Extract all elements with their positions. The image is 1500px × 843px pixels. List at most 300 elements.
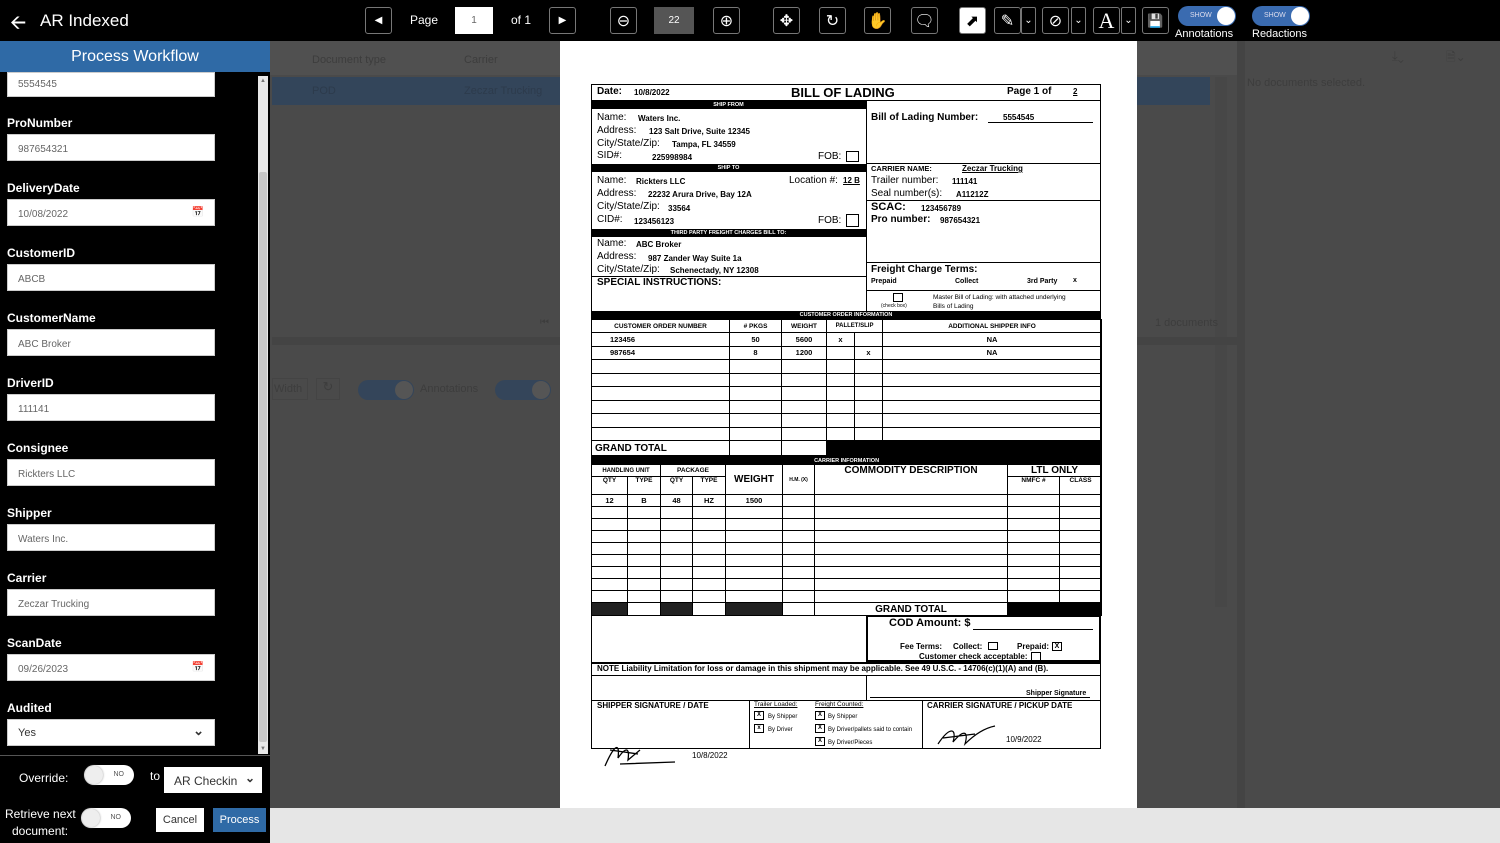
table-cell	[592, 507, 628, 519]
table-cell	[661, 579, 693, 591]
customer-order-table	[591, 319, 1102, 456]
ship-from-address: 123 Salt Drive, Suite 12345	[649, 127, 750, 136]
ship-to-bar: SHIP TO	[591, 164, 866, 172]
table-cell	[883, 360, 1102, 374]
table-cell	[1060, 567, 1102, 579]
zoom-out-button[interactable]	[610, 7, 637, 34]
ship-from-sid: 225998984	[652, 153, 693, 162]
table-cell	[827, 360, 855, 374]
table-row	[592, 360, 1102, 374]
header-cell: TYPE	[693, 477, 726, 495]
check-box-label: (check box)	[881, 303, 907, 309]
pronumber-label: ProNumber	[7, 116, 73, 130]
column-carrier[interactable]: Carrier	[464, 54, 498, 66]
table-cell	[592, 427, 730, 441]
table-row	[592, 414, 1102, 428]
table-cell	[827, 400, 855, 414]
cancel-button[interactable]: Cancel	[156, 808, 204, 832]
table-cell	[693, 591, 726, 603]
scandate-value: 09/26/2023	[18, 664, 69, 675]
audited-label: Audited	[7, 701, 52, 715]
table-cell	[827, 414, 855, 428]
shipper-date: 10/8/2022	[692, 751, 728, 760]
background-annotations-toggle[interactable]	[358, 380, 414, 400]
pen-dropdown[interactable]	[1021, 7, 1036, 34]
table-cell	[1008, 519, 1060, 531]
table-cell	[1060, 591, 1102, 603]
table-row	[592, 519, 1102, 531]
table-cell: 1200	[782, 346, 827, 360]
ship-from-name: Waters Inc.	[638, 114, 681, 123]
scandate-label: ScanDate	[7, 636, 62, 650]
first-page-icon[interactable]: ⏮	[540, 317, 549, 328]
table-cell	[1060, 543, 1102, 555]
scroll-up-icon[interactable]: ▲	[260, 78, 266, 84]
table-cell	[726, 579, 783, 591]
table-row	[592, 579, 1102, 591]
text-button[interactable]	[1093, 7, 1120, 34]
table-cell	[815, 531, 1008, 543]
consignee-input[interactable]	[7, 459, 215, 486]
table-row	[592, 346, 1102, 360]
shipper-signature-image	[600, 738, 680, 770]
master-bol-text: Master Bill of Lading: with attached underlying Bills of Lading	[933, 294, 1066, 310]
fee-prepaid-label: Prepaid:	[1017, 642, 1050, 651]
table-cell	[730, 373, 782, 387]
back-arrow-icon[interactable]: 🡨	[10, 12, 27, 34]
table-cell	[855, 360, 883, 374]
document-title: BILL OF LADING	[791, 85, 895, 100]
ship-to-name: Rickters LLC	[636, 177, 686, 186]
to-label: to	[150, 769, 161, 783]
row-carrier: Zeczar Trucking	[464, 85, 543, 97]
prepaid-label: Prepaid	[871, 278, 897, 285]
table-cell	[726, 531, 783, 543]
table-cell: 5600	[782, 333, 827, 347]
save-button[interactable]	[1142, 7, 1169, 34]
ship-to-city: 33564	[668, 204, 691, 213]
seal-label: Seal number(s):	[871, 188, 943, 199]
table-cell	[783, 555, 815, 567]
background-redactions-toggle[interactable]	[495, 380, 551, 400]
carrier-name-label: CARRIER NAME:	[871, 164, 932, 173]
table-cell	[592, 400, 730, 414]
table-cell	[782, 427, 827, 441]
table-cell: HZ	[693, 495, 726, 507]
master-bol-checkbox	[893, 293, 903, 302]
table-cell	[783, 531, 815, 543]
zoom-in-icon: ⊕	[719, 12, 734, 30]
label: Name:	[597, 238, 627, 249]
table-cell	[883, 373, 1102, 387]
audited-select[interactable]	[7, 719, 215, 746]
override-toggle[interactable]	[84, 765, 134, 785]
carrier-input[interactable]	[7, 589, 215, 616]
bol-number-field[interactable]: 5554545	[7, 72, 215, 97]
table-cell	[628, 519, 661, 531]
table-cell	[827, 427, 855, 441]
pronumber-value: 987654321	[18, 144, 69, 155]
text-dropdown[interactable]	[1121, 7, 1136, 34]
redact-button[interactable]	[1042, 7, 1069, 34]
customername-value: ABC Broker	[18, 339, 71, 350]
redact-dropdown[interactable]	[1071, 7, 1086, 34]
top-toolbar	[0, 0, 1500, 41]
pronumber-input[interactable]	[7, 134, 215, 161]
table-cell	[661, 531, 693, 543]
table-row	[592, 543, 1102, 555]
comment-button[interactable]	[911, 7, 938, 34]
table-cell	[1008, 567, 1060, 579]
table-cell	[1060, 555, 1102, 567]
liability-note: NOTE Liability Limitation for loss or damage in this shipment may be applicable. See 49 U.S.C. - 14706(c)(1)(A) and (B).	[597, 664, 1049, 673]
bol-number-label: Bill of Lading Number:	[871, 112, 979, 123]
download-icon[interactable]: ⤓⌄	[1392, 48, 1404, 63]
zoom-out-icon: ⊖	[616, 12, 631, 30]
table-cell	[730, 414, 782, 428]
table-row	[592, 555, 1102, 567]
table-cell	[726, 555, 783, 567]
fee-collect-label: Collect:	[953, 642, 983, 651]
pencil-icon: ✎	[1000, 12, 1015, 30]
table-cell	[1008, 507, 1060, 519]
zoom-in-button[interactable]	[713, 7, 740, 34]
label: FOB:	[818, 151, 842, 162]
customerid-label: CustomerID	[7, 246, 76, 260]
chevron-down-icon: ⌄	[244, 771, 255, 785]
table-cell	[693, 507, 726, 519]
grand-total-label: GRAND TOTAL	[815, 603, 1008, 616]
table-cell	[855, 387, 883, 401]
third-party-name: ABC Broker	[636, 240, 682, 249]
table-row	[592, 400, 1102, 414]
table-cell	[726, 567, 783, 579]
table-cell	[883, 400, 1102, 414]
table-cell	[855, 400, 883, 414]
date-label: Date:	[597, 86, 623, 97]
prev-page-button[interactable]	[365, 7, 392, 34]
table-cell	[730, 360, 782, 374]
customer-order-bar: CUSTOMER ORDER INFORMATION	[591, 311, 1101, 319]
calendar-icon[interactable]: 📅	[191, 662, 204, 673]
zoom-level[interactable]: 22	[654, 7, 694, 34]
header-cell: PACKAGE	[661, 465, 726, 477]
trailer-number: 111141	[952, 177, 978, 186]
redactions-toggle[interactable]	[1252, 6, 1310, 26]
table-cell	[628, 543, 661, 555]
header-cell: COMMODITY DESCRIPTION	[815, 465, 1008, 495]
workflow-value: AR Checkin	[174, 774, 238, 788]
table-cell	[827, 373, 855, 387]
table-row	[592, 591, 1102, 603]
table-cell	[783, 579, 815, 591]
fit-width-button[interactable]: Width	[272, 378, 308, 400]
by-shipper: By Shipper	[768, 714, 798, 720]
toggle-state: NO	[113, 771, 124, 778]
background-annotations-label: Annotations	[420, 383, 479, 395]
carrier-value: Zeczar Trucking	[18, 599, 90, 610]
table-cell	[693, 531, 726, 543]
pen-button[interactable]	[994, 7, 1021, 34]
header-cell: QTY	[592, 477, 628, 495]
table-cell	[855, 427, 883, 441]
bottom-strip	[270, 808, 1500, 843]
table-row	[592, 495, 1102, 507]
table-cell	[815, 591, 1008, 603]
deliverydate-value: 10/08/2022	[18, 209, 69, 220]
rotate-icon: ↻	[825, 12, 840, 30]
table-cell	[815, 567, 1008, 579]
scandate-input[interactable]	[7, 654, 215, 681]
rotate-button[interactable]	[819, 7, 846, 34]
table-cell	[661, 567, 693, 579]
header-cell: H.M. (X)	[783, 465, 815, 495]
table-cell	[592, 387, 730, 401]
move-button[interactable]	[773, 7, 800, 34]
move-icon: ✥	[779, 12, 794, 30]
table-cell	[855, 333, 883, 347]
label: Location #:	[789, 175, 838, 186]
table-row	[592, 531, 1102, 543]
label: Name:	[597, 112, 627, 123]
bol-number: 5554545	[1003, 113, 1035, 122]
chevron-down-icon: ⌄	[193, 723, 204, 738]
label: City/State/Zip:	[597, 264, 660, 275]
document-icon[interactable]: 🗎⌄	[1446, 50, 1466, 64]
table-cell	[827, 346, 855, 360]
eye-slash-icon: ⊘	[1048, 12, 1063, 30]
table-cell	[782, 373, 827, 387]
panel-divider[interactable]	[1237, 41, 1245, 808]
process-button[interactable]: Process	[213, 808, 266, 832]
table-cell	[661, 555, 693, 567]
table-cell: 48	[661, 495, 693, 507]
refresh-icon[interactable]: ↻	[316, 378, 340, 400]
pro-value: 987654321	[940, 216, 981, 225]
shipper-signature-date-label: SHIPPER SIGNATURE / DATE	[597, 701, 709, 710]
third-party-bar: THIRD PARTY FREIGHT CHARGES BILL TO:	[591, 229, 866, 237]
text-a-icon: A	[1098, 7, 1115, 33]
table-cell	[726, 507, 783, 519]
toggle-state: SHOW	[1190, 12, 1212, 19]
document-count: 1 documents	[1155, 317, 1218, 329]
table-cell	[1008, 543, 1060, 555]
ship-to-cid: 123456123	[634, 217, 675, 226]
deliverydate-label: DeliveryDate	[7, 181, 80, 195]
ship-from-city: Tampa, FL 34559	[672, 140, 736, 149]
header-cell: ADDITIONAL SHIPPER INFO	[883, 320, 1102, 333]
select-button[interactable]	[959, 7, 986, 34]
annotations-toggle[interactable]	[1178, 6, 1236, 26]
table-cell	[815, 519, 1008, 531]
override-label: Override:	[19, 771, 69, 785]
table-cell	[815, 579, 1008, 591]
table-cell	[815, 555, 1008, 567]
table-cell	[693, 555, 726, 567]
label: SID#:	[597, 150, 623, 161]
app-title: AR Indexed	[40, 11, 129, 30]
carrier-label: Carrier	[7, 571, 47, 585]
third-party-term-label: 3rd Party	[1027, 278, 1058, 285]
page-label: Page	[410, 13, 439, 27]
table-cell	[730, 387, 782, 401]
table-cell	[592, 531, 628, 543]
annotations-label: Annotations	[1175, 28, 1234, 40]
table-cell	[783, 543, 815, 555]
table-cell	[726, 519, 783, 531]
label: Address:	[597, 251, 637, 262]
table-cell	[592, 579, 628, 591]
table-cell	[693, 579, 726, 591]
table-cell	[661, 591, 693, 603]
freight-terms-label: Freight Charge Terms:	[871, 264, 978, 275]
header-cell: WEIGHT	[726, 465, 783, 495]
label: Name:	[597, 175, 627, 186]
pan-button[interactable]	[864, 7, 891, 34]
label: CID#:	[597, 214, 623, 225]
comment-icon: 🗨	[914, 12, 935, 30]
header-cell: WEIGHT	[782, 320, 827, 333]
table-cell	[815, 543, 1008, 555]
table-row	[592, 507, 1102, 519]
customername-label: CustomerName	[7, 311, 96, 325]
collect-label: Collect	[955, 278, 979, 285]
third-party-address: 987 Zander Way Suite 1a	[648, 254, 742, 263]
table-cell	[783, 519, 815, 531]
by-shipper: By Shipper	[828, 714, 858, 720]
table-cell	[726, 543, 783, 555]
next-page-button[interactable]	[549, 7, 576, 34]
table-cell	[855, 414, 883, 428]
scrollbar-thumb[interactable]	[259, 172, 267, 742]
table-cell	[815, 507, 1008, 519]
customer-check-label: Customer check acceptable:	[919, 652, 1028, 661]
cod-amount-label: COD Amount: $	[889, 617, 971, 629]
no-selection-text: No documents selected.	[1247, 77, 1366, 89]
table-cell	[1060, 579, 1102, 591]
table-cell	[661, 507, 693, 519]
ship-to-location: 12 B	[843, 176, 860, 185]
driverid-input[interactable]	[7, 394, 215, 421]
table-cell	[592, 373, 730, 387]
caret-left-icon: ◀	[374, 15, 383, 26]
retrieve-next-toggle[interactable]	[81, 808, 131, 828]
table-cell	[1060, 519, 1102, 531]
scroll-down-icon[interactable]: ▼	[260, 746, 266, 752]
trailer-loaded-label: Trailer Loaded:	[754, 701, 798, 708]
hand-icon: ✋	[867, 12, 888, 30]
table-cell	[782, 360, 827, 374]
table-row	[592, 567, 1102, 579]
header-cell: CLASS	[1060, 477, 1102, 495]
page-count: of 1	[511, 13, 532, 27]
table-cell	[815, 495, 1008, 507]
table-cell	[827, 387, 855, 401]
table-cell	[592, 567, 628, 579]
redactions-label: Redactions	[1252, 28, 1308, 40]
table-row	[592, 333, 1102, 347]
special-instructions: SPECIAL INSTRUCTIONS:	[597, 277, 722, 288]
table-cell	[883, 427, 1102, 441]
carrier-name: Zeczar Trucking	[962, 164, 1023, 173]
row-document-type: POD	[312, 85, 336, 97]
by-driver-pallets: By Driver/pallets said to contain	[828, 727, 913, 733]
table-cell	[1008, 531, 1060, 543]
fob-checkbox	[846, 214, 859, 227]
carrier-signature-image	[935, 724, 1000, 750]
deliverydate-input[interactable]	[7, 199, 215, 226]
grand-total-label: GRAND TOTAL	[592, 441, 730, 456]
header-cell: TYPE	[628, 477, 661, 495]
table-cell	[783, 567, 815, 579]
shipper-input[interactable]	[7, 524, 215, 551]
toggle-state: SHOW	[1264, 12, 1286, 19]
table-cell	[1008, 555, 1060, 567]
save-icon: 💾	[1147, 12, 1164, 28]
table-cell	[782, 400, 827, 414]
table-cell	[726, 591, 783, 603]
chevron-down-icon: ⌄	[1074, 15, 1083, 26]
consignee-value: Rickters LLC	[18, 469, 76, 480]
table-cell	[883, 414, 1102, 428]
third-party-city: Schenectady, NY 12308	[670, 266, 759, 275]
column-document-type[interactable]: Document type	[312, 54, 386, 66]
shipper-label: Shipper	[7, 506, 52, 520]
process-workflow-header: Process Workflow	[0, 41, 270, 72]
customername-input[interactable]	[7, 329, 215, 356]
label: City/State/Zip:	[597, 201, 660, 212]
table-cell	[693, 519, 726, 531]
label: Address:	[597, 188, 637, 199]
customerid-input[interactable]	[7, 264, 215, 291]
table-cell	[783, 495, 815, 507]
carrier-info-bar: CARRIER INFORMATION	[592, 457, 1102, 465]
table-cell	[661, 543, 693, 555]
chevron-down-icon: ⌄	[1024, 15, 1033, 26]
table-cell: 8	[730, 346, 782, 360]
table-cell	[782, 387, 827, 401]
table-cell: NA	[883, 346, 1102, 360]
by-driver-pieces: By Driver/Pieces	[828, 740, 873, 746]
form-scrollbar[interactable]	[258, 76, 268, 754]
table-cell	[628, 567, 661, 579]
by-driver: By Driver	[768, 727, 793, 733]
toggle-state: NO	[110, 814, 121, 821]
workflow-select[interactable]	[164, 767, 262, 793]
third-party-mark: x	[1073, 277, 1077, 284]
calendar-icon[interactable]: 📅	[191, 207, 204, 218]
header-cell: QTY	[661, 477, 693, 495]
shipper-value: Waters Inc.	[18, 534, 69, 545]
table-row	[592, 427, 1102, 441]
header-cell: # PKGS	[730, 320, 782, 333]
driverid-value: 111141	[18, 404, 50, 415]
scac-value: 123456789	[921, 204, 962, 213]
table-cell	[628, 531, 661, 543]
table-cell	[783, 591, 815, 603]
retrieve-next-label: Retrieve next	[5, 807, 76, 821]
header-cell: LTL ONLY	[1008, 465, 1102, 477]
chevron-down-icon: ⌄	[1124, 15, 1133, 26]
table-row	[592, 387, 1102, 401]
fee-terms-label: Fee Terms:	[900, 642, 943, 651]
customerid-value: ABCB	[18, 274, 46, 285]
table-cell	[1008, 495, 1060, 507]
page-input[interactable]: 1	[455, 7, 493, 34]
carrier-info-table	[591, 456, 1102, 616]
table-cell	[1008, 591, 1060, 603]
table-cell	[628, 579, 661, 591]
